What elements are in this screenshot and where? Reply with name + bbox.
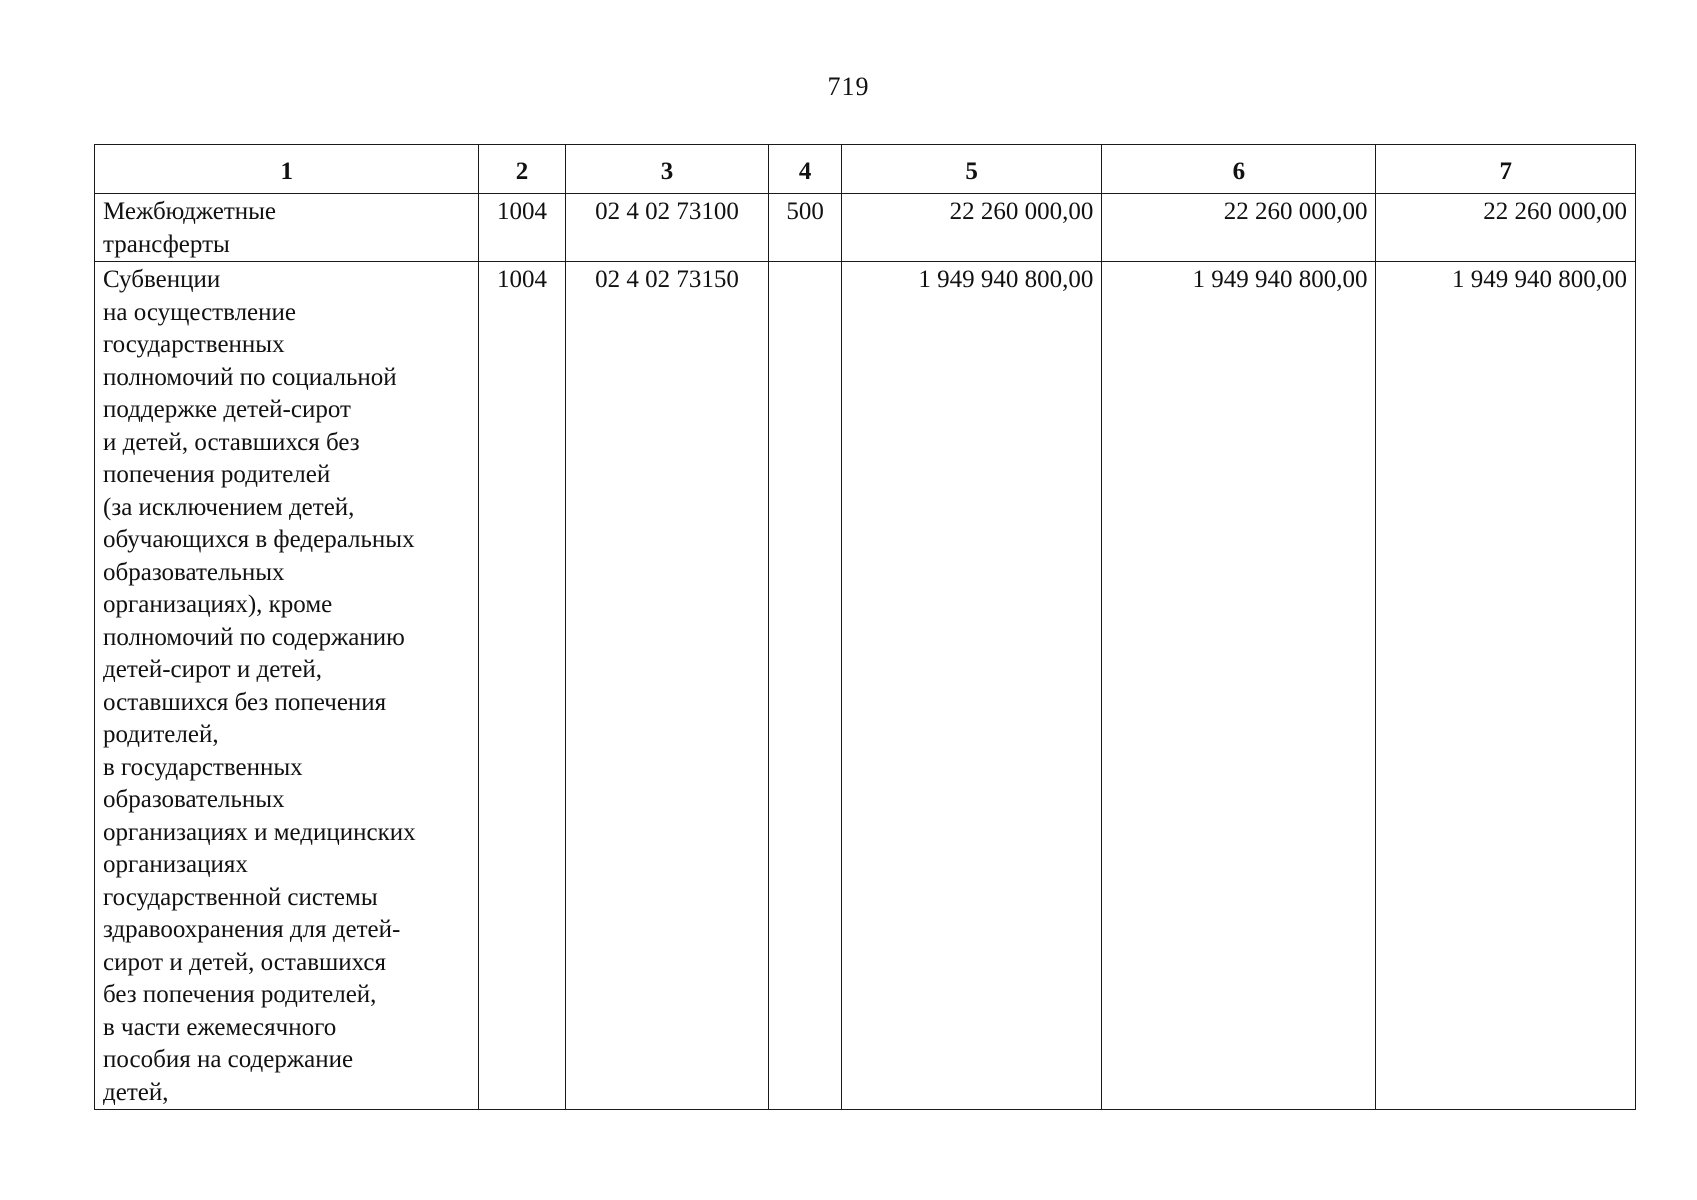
row-name-line: организациях), кроме bbox=[103, 591, 333, 618]
budget-table bbox=[94, 144, 1636, 1110]
row-name-line: поддержке детей-сирот bbox=[103, 396, 351, 423]
table-header-row bbox=[95, 145, 1636, 194]
row-name-line: организациях и медицинских bbox=[103, 818, 416, 846]
row-name-line: государственных bbox=[103, 331, 285, 358]
amount-col7-cell: 22 260 000,00 bbox=[1376, 194, 1636, 262]
header-col-3: 3 bbox=[565, 145, 769, 194]
amount-col7-cell: 1 949 940 800,00 bbox=[1376, 262, 1636, 1110]
amount-col6-cell: 22 260 000,00 bbox=[1102, 194, 1376, 262]
row-name-line: сирот и детей, оставшихся bbox=[103, 948, 387, 976]
row-name-line: детей, bbox=[103, 1078, 169, 1106]
header-col-4: 4 bbox=[769, 145, 841, 194]
header-col-7: 7 bbox=[1376, 145, 1636, 194]
table-row bbox=[95, 262, 1636, 1110]
row-name-line: детей-сирот и детей, bbox=[103, 656, 322, 683]
row-name-line: образовательных bbox=[103, 558, 285, 586]
row-name-line: (за исключением детей, bbox=[103, 493, 355, 521]
row-name-line: на осуществление bbox=[103, 298, 297, 326]
row-name-line: образовательных bbox=[103, 786, 285, 813]
row-name-line: Межбюджетные bbox=[103, 198, 277, 225]
header-col-6: 6 bbox=[1102, 145, 1376, 194]
header-col-1: 1 bbox=[95, 145, 479, 194]
header-col-5: 5 bbox=[841, 145, 1102, 194]
row-name-line: здравоохранения для детей- bbox=[103, 916, 401, 943]
table-row bbox=[95, 194, 1636, 262]
row-name-line: полномочий по социальной bbox=[103, 363, 397, 391]
row-name-line: оставшихся без попечения bbox=[103, 688, 387, 716]
row-name-line: без попечения родителей, bbox=[103, 981, 377, 1008]
target-code-cell: 02 4 02 73100 bbox=[565, 194, 769, 262]
page-number: 719 bbox=[827, 72, 870, 101]
amount-col6-cell: 1 949 940 800,00 bbox=[1102, 262, 1376, 1110]
amount-col5-cell: 1 949 940 800,00 bbox=[841, 262, 1102, 1110]
type-code-cell bbox=[769, 262, 841, 1110]
row-name-line: и детей, оставшихся без bbox=[103, 428, 360, 456]
row-name-cell bbox=[95, 262, 479, 1110]
row-name-line: в части ежемесячного bbox=[103, 1013, 337, 1041]
row-name-line: Субвенции bbox=[103, 266, 221, 293]
section-code-cell: 1004 bbox=[479, 194, 565, 262]
row-name-line: организациях bbox=[103, 851, 248, 878]
row-name-line: родителей, bbox=[103, 721, 219, 748]
target-code-cell: 02 4 02 73150 bbox=[565, 262, 769, 1110]
row-name-line: обучающихся в федеральных bbox=[103, 526, 415, 553]
row-name-line: в государственных bbox=[103, 753, 303, 781]
row-name-line: государственной системы bbox=[103, 883, 378, 911]
section-code-cell: 1004 bbox=[479, 262, 565, 1110]
header-col-2: 2 bbox=[479, 145, 565, 194]
row-name-line: трансферты bbox=[103, 230, 230, 258]
row-name-cell bbox=[95, 194, 479, 262]
row-name-line: полномочий по содержанию bbox=[103, 623, 405, 651]
row-name-line: пособия на содержание bbox=[103, 1046, 354, 1073]
type-code-cell: 500 bbox=[769, 194, 841, 262]
row-name-line: попечения родителей bbox=[103, 461, 331, 488]
amount-col5-cell: 22 260 000,00 bbox=[841, 194, 1102, 262]
